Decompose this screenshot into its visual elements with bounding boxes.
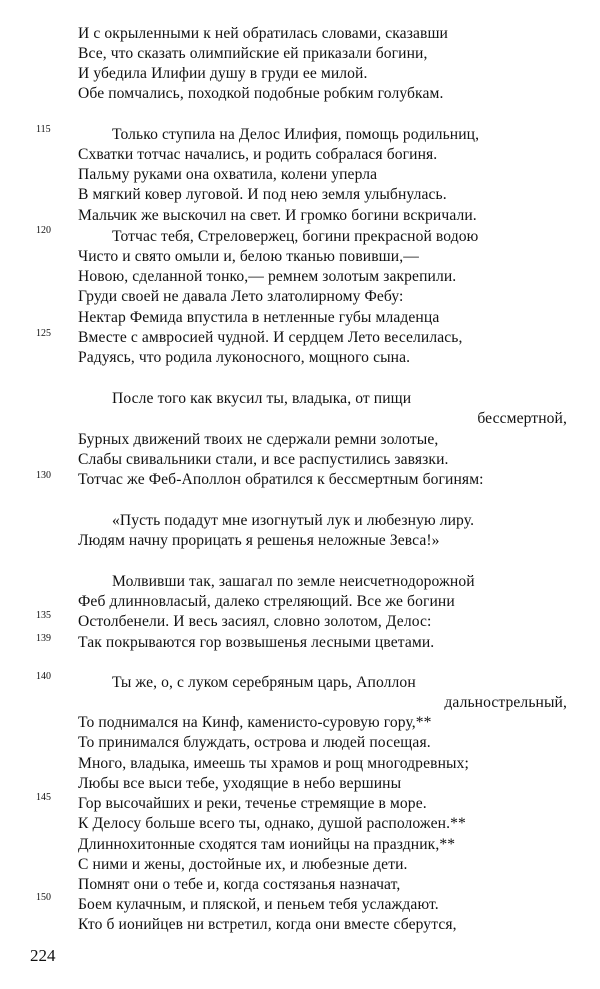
line-number: 125 <box>36 328 51 339</box>
poem-line: То поднимался на Кинф, каменисто-суровую гору,** <box>78 714 432 731</box>
poem-line: Остолбенели. И весь засиял, словно золотом, Делос: <box>78 613 432 630</box>
line-number: 120 <box>36 225 51 236</box>
poem-line: Обе помчались, походкой подобные робким голубкам. <box>78 85 444 102</box>
poem-line: Пальму руками она охватила, колени уперла <box>78 166 378 183</box>
poem-line: Радуясь, что родила луконосного, мощного сына. <box>78 349 411 366</box>
poem-line: Новою, сделанной тонко,— ремнем золотым закрепили. <box>78 268 457 285</box>
poem-line: Так покрываются гор возвышенья лесными цветами. <box>78 634 435 651</box>
poem-line: Молвивши так, зашагал по земле неисчетнодорожной <box>112 573 475 590</box>
page-number: 224 <box>30 946 56 965</box>
poem-line: Бурных движений твоих не сдержали ремни золотые, <box>78 431 439 448</box>
poem-line: Тотчас тебя, Стреловержец, богини прекрасной водою <box>112 228 479 245</box>
poem-line: Груди своей не давала Лето златолирному Фебу: <box>78 288 404 305</box>
poem-line: То принимался блуждать, острова и людей посещая. <box>78 734 431 751</box>
poem-line: Вместе с амвросией чудной. И сердцем Лето веселилась, <box>78 329 463 346</box>
poem-line-continuation: бессмертной, <box>477 410 567 427</box>
poem-line: Чисто и свято омыли и, белою тканью повивши,— <box>78 248 419 265</box>
poem-line: К Делосу больше всего ты, однако, душой расположен.** <box>78 815 466 832</box>
poem-line: «Пусть подадут мне изогнутый лук и любезную лиру. <box>112 512 475 529</box>
poem-line: Кто б ионийцев ни встретил, когда они вместе сберутся, <box>78 916 457 933</box>
poem-line: Слабы свивальники стали, и все распустились завязки. <box>78 451 449 468</box>
line-number: 150 <box>36 892 51 903</box>
poem-line: Боем кулачным, и пляской, и пеньем тебя услаждают. <box>78 896 439 913</box>
poem-line: Схватки тотчас начались, и родить собралася богиня. <box>78 146 438 163</box>
poem-line: Нектар Фемида впустила в нетленные губы младенца <box>78 309 440 326</box>
poem-line: Помнят они о тебе и, когда состязанья назначат, <box>78 876 401 893</box>
poem-line: Тотчас же Феб-Аполлон обратился к бессмертным богиням: <box>78 471 484 488</box>
line-number: 130 <box>36 470 51 481</box>
poem-line: И с окрыленными к ней обратилась словами, сказавши <box>78 25 448 42</box>
poem-line: Гор высочайших и реки, теченье стремящие в море. <box>78 795 427 812</box>
line-number: 139 <box>36 633 51 644</box>
poem-line: В мягкий ковер луговой. И под нею земля улыбнулась. <box>78 186 447 203</box>
poem-line: Феб длинновласый, далеко стреляющий. Все же богини <box>78 593 455 610</box>
poem-line: Людям начну прорицать я решенья неложные Зевса!» <box>78 532 440 549</box>
poem-line: Много, владыка, имеешь ты храмов и рощ многодревных; <box>78 755 469 772</box>
poem-line: С ними и жены, достойные их, и любезные дети. <box>78 856 408 873</box>
poem-line: Все, что сказать олимпийские ей приказали богини, <box>78 45 428 62</box>
line-number: 140 <box>36 671 51 682</box>
poem-line: Ты же, о, с луком серебряным царь, Аполлон <box>112 674 416 691</box>
poem-line: После того как вкусил ты, владыка, от пищи <box>112 390 412 407</box>
poem-line: Только ступила на Делос Илифия, помощь родильниц, <box>112 126 480 143</box>
line-number: 145 <box>36 792 51 803</box>
poem-line-continuation: дальнострельный, <box>444 694 567 711</box>
poem-line: Любы все выси тебе, уходящие в небо вершины <box>78 775 402 792</box>
line-number: 135 <box>36 610 51 621</box>
poem-line: И убедила Илифии душу в груди ее милой. <box>78 65 368 82</box>
line-number: 115 <box>36 124 51 135</box>
poem-line: Мальчик же выскочил на свет. И громко богини вскричали. <box>78 207 477 224</box>
poem-line: Длиннохитонные сходятся там ионийцы на праздник,** <box>78 836 456 853</box>
